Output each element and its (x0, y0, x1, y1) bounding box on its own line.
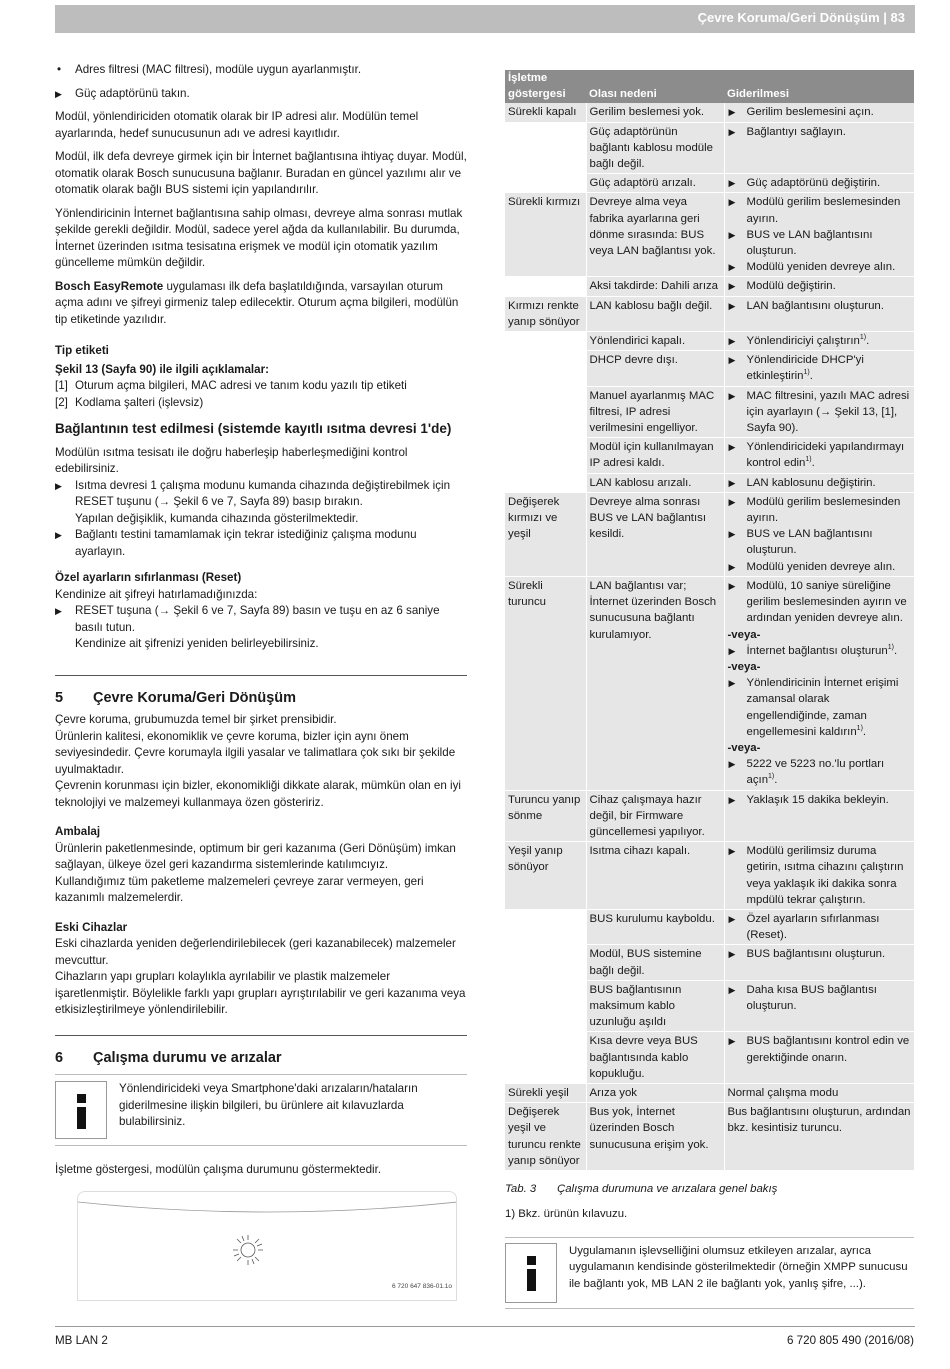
cell-indicator (505, 277, 586, 296)
cell-cause: Güç adaptörünün bağlantı kablosu modüle bağlı değil. (586, 122, 724, 174)
ref-number: [2] (55, 395, 68, 409)
table-header-row (505, 70, 914, 103)
left-column (55, 62, 467, 1301)
subheading: Şekil 13 (Sayfa 90) ile ilgili açıklamalar: (55, 362, 269, 376)
cell-fix (724, 103, 914, 122)
subheading: Ambalaj (55, 825, 101, 838)
fix-step: ▶ Yönlendiricideki yapılandırmayı kontrol edin$^{1)}$. (728, 439, 912, 471)
cell-indicator: Sürekli yeşil (505, 1083, 586, 1102)
cell-fix (724, 909, 914, 944)
cell-indicator (505, 980, 586, 1032)
table-row (505, 842, 914, 910)
cell-cause: LAN bağlantısı var; İnternet üzerinden Bosch sunucusuna bağlantı kurulamıyor. (586, 576, 724, 790)
cell-indicator (505, 945, 586, 980)
app-name: Bosch EasyRemote (55, 279, 164, 293)
fix-text: İnternet bağlantısı oluşturun (746, 644, 888, 657)
step-item: ▶ Isıtma devresi 1 çalışma modunu kumanda cihazında değiştirebilmek için RESET tuşunu (→ Şekil 6 ve 7, Sayfa 89) basıp bırakın. (55, 478, 467, 511)
column-header: Olası nedeni (586, 70, 724, 103)
or-separator: -veya- (727, 628, 761, 641)
step-item: ▶ RESET tuşuna (→ Şekil 6 ve 7, Sayfa 89) basın ve tuşu en az 6 saniye basılı tutun. (55, 603, 467, 636)
cell-cause: Kısa devre veya BUS bağlantısında kablo kopukluğu. (586, 1032, 724, 1084)
paragraph: Modülün ısıtma tesisatı ile doğru haberleşip haberleşmediğini kontrol edebilirsiniz. (55, 445, 408, 475)
table-row (505, 296, 914, 331)
caption-text: Çalışma durumuna ve arızalara genel bakış (557, 1183, 778, 1195)
table-row (505, 277, 914, 296)
step-result: Kendinize ait şifrenizi yeniden belirleyebilirsiniz. (75, 637, 319, 650)
table-row (505, 174, 914, 193)
fix-step: ▶ BUS bağlantısını kontrol edin ve gerektiğinde onarın. (728, 1033, 912, 1065)
status-table (505, 70, 914, 1171)
fix-step: ▶ Modülü gerilim beslemesinden ayırın. (728, 194, 912, 226)
fix-step: ▶ Modülü gerilimsiz duruma getirin, ısıtma cihazını çalıştırın veya yaklaşık iki dakika sonra mpdülü tekrar çalıştırın. (728, 843, 912, 908)
table-row (505, 909, 914, 944)
table-row (505, 945, 914, 980)
paragraph: Modül, yönlendiriciden otomatik olarak bir IP adresi alır. Modülün temel ayarlarında, hedef sunucusunun adı ve adresi kayıtlıdır. (55, 110, 419, 140)
cell-indicator: Sürekli kırmızı (505, 193, 586, 277)
page-title: Çevre Koruma/Geri Dönüşüm | 83 (697, 10, 905, 25)
step-item: ▶ Bağlantı testini tamamlamak için tekrar istediğiniz çalışma modunu ayarlayın. (55, 527, 467, 560)
cell-cause: Modül için kullanılmayan IP adresi kaldı. (586, 438, 724, 473)
cell-cause: BUS kurulumu kayboldu. (586, 909, 724, 944)
section-number: 5 (55, 689, 64, 706)
cell-fix (724, 277, 914, 296)
ref-text: Oturum açma bilgileri, MAC adresi ve tanım kodu yazılı tip etiketi (75, 379, 407, 392)
fix-text: Yönlendiricide DHCP'yi etkinleştirin (746, 354, 864, 383)
or-separator: -veya- (727, 741, 761, 754)
fix-step: ▶ Özel ayarların sıfırlanması (Reset). (728, 911, 912, 943)
cell-indicator: Sürekli kapalı (505, 103, 586, 122)
cell-fix (724, 945, 914, 980)
fix-step: ▶ Bağlantıyı sağlayın. (728, 124, 912, 140)
section-number: 6 (55, 1049, 64, 1066)
step-item: ▶ Güç adaptörünü takın. (55, 86, 467, 103)
cell-cause: Manuel ayarlanmış MAC filtresi, IP adresi verilmesini engelliyor. (586, 386, 724, 438)
reference-line (55, 395, 467, 412)
subheading: Özel ayarların sıfırlanması (Reset) (55, 571, 242, 584)
cell-cause: Devreye alma sonrası BUS ve LAN bağlantısı kesildi. (586, 492, 724, 576)
fix-step: ▶ Güç adaptörünü değiştirin. (728, 175, 912, 191)
fix-step: ▶ Modülü değiştirin. (728, 278, 912, 294)
footer-divider (55, 1326, 915, 1327)
paragraph: Eski cihazlarda yeniden değerlendirilebilecek (geri kazanabilecek) malzemeler mevcuttur. Cihazların yapı grupları kolaylıkla ayrılabilir ve plastik malzemeler işaretlenmiştir. Böylelikle farklı yapı grupları ayrıştırılabilir ve geri kazanıma veya etkisizleştirilmeye yönlendirilebilir. (55, 937, 466, 1016)
fix-step: ▶ BUS ve LAN bağlantısını oluşturun. (728, 526, 912, 558)
table-row (505, 980, 914, 1032)
fix-step: ▶ İnternet bağlantısı oluşturun$^{1)}$. (728, 643, 912, 659)
cell-cause: Devreye alma veya fabrika ayarlarına geri dönme sırasında: BUS veya LAN bağlantısı yok. (586, 193, 724, 277)
cell-cause: Cihaz çalışmaya hazır değil, bir Firmware güncellemesi yapılıyor. (586, 790, 724, 842)
paragraph: Modül, ilk defa devreye girmek için bir İnternet bağlantısına ihtiyaç duyar. Modül, otomatik olarak Bosch sunucusuna bağlanır. Buradan en güncel yazılımı alır ve otomatik olarak bağlı BUS sistemi için yapılandırılır. (55, 150, 467, 196)
cell-fix (724, 1032, 914, 1084)
cell-indicator: Kırmızı renkte yanıp sönüyor (505, 296, 586, 331)
cell-cause: Bus yok, İnternet üzerinden Bosch sunucusuna erişim yok. (586, 1103, 724, 1171)
cell-fix (724, 386, 914, 438)
paragraph-text: uygulaması ilk defa başlatıldığında, varsayılan oturum açma adını ve şifreyi girmeniz talep edilecektir. Oturum açma bilgileri, modülün tip etiketinde yazılıdır. (55, 279, 459, 326)
table-row (505, 332, 914, 351)
fix-text: 5222 ve 5223 no.'lu portları açın (746, 758, 885, 787)
cell-fix: Normal çalışma modu (724, 1083, 914, 1102)
info-text: Uygulamanın işlevselliğini olumsuz etkileyen arızalar, ayrıca uygulamanın kendisinde gösterilmektedir (örneğin XMPP sunucusu ile bağlantı yok, MB LAN 2 ile bağlantı yok, yanlış şifre, ...). (569, 1245, 908, 1290)
cell-indicator (505, 909, 586, 944)
footnote-mark: 1) (803, 369, 810, 377)
reference-line (55, 378, 467, 395)
cell-indicator (505, 386, 586, 438)
cell-cause: LAN kablosu bağlı değil. (586, 296, 724, 331)
cell-indicator (505, 174, 586, 193)
cell-cause: BUS bağlantısının maksimum kablo uzunluğu aşıldı (586, 980, 724, 1032)
cell-indicator (505, 351, 586, 386)
cell-cause: Modül, BUS sistemine bağlı değil. (586, 945, 724, 980)
fix-text: Yönlendiricideki yapılandırmayı kontrol edin (746, 441, 905, 470)
section-5-heading (55, 690, 467, 707)
cell-fix: Bus bağlantısını oluşturun, ardından bkz. kesintisiz turuncu. (724, 1103, 914, 1171)
module-outline (78, 1202, 457, 1212)
cell-fix (724, 473, 914, 492)
cell-fix (724, 492, 914, 576)
section-title: Çevre Koruma/Geri Dönüşüm (93, 689, 297, 706)
footer-docnumber: 6 720 805 490 (2016/08) (787, 1334, 914, 1347)
footer-product: MB LAN 2 (55, 1334, 108, 1347)
fix-step: ▶ Yönlendiricide DHCP'yi etkinleştirin$^{1)}$. (728, 352, 912, 384)
footnote-mark: 1) (859, 334, 867, 342)
or-separator: -veya- (727, 660, 761, 673)
fix-step: ▶ LAN kablosunu değiştirin. (728, 475, 912, 491)
cell-cause: Arıza yok (586, 1083, 724, 1102)
cell-cause: Isıtma cihazı kapalı. (586, 842, 724, 910)
led-light-icon (233, 1235, 263, 1265)
cell-fix (724, 193, 914, 277)
table-row (505, 492, 914, 576)
info-box (505, 1237, 914, 1309)
section-divider (55, 675, 467, 676)
fix-step: ▶ BUS ve LAN bağlantısını oluşturun. (728, 227, 912, 259)
fix-step: ▶ MAC filtresini, yazılı MAC adresi için ayarlayın (→ Şekil 13, [1], Sayfa 90). (728, 388, 912, 437)
fix-step: ▶ Yönlendiriciyi çalıştırın$^{1)}$. (728, 333, 912, 349)
cell-indicator (505, 1032, 586, 1084)
paragraph: Çevre koruma, grubumuzda temel bir şirket prensibidir. Ürünlerin kalitesi, ekonomiklik ve çevre koruma, bizler için aynı önem seviyesindedir. Çevre korumayla ilgili yasalar ve talimatlara çok sıkı bir şekilde uyulmaktadır. Çevrenin korunması için bizler, ekonomikliği dikkate alarak, mümkün olan en iyi teknolojiyi ve malzemeyi kullanmaya özen gösteririz. (55, 713, 461, 809)
cell-cause: Güç adaptörü arızalı. (586, 174, 724, 193)
cell-fix (724, 576, 914, 790)
cell-fix (724, 332, 914, 351)
cell-fix (724, 174, 914, 193)
cell-cause: Yönlendirici kapalı. (586, 332, 724, 351)
fix-step: ▶ Yaklaşık 15 dakika bekleyin. (728, 792, 912, 808)
paragraph (55, 279, 467, 329)
section-divider (55, 1035, 467, 1036)
table-row (505, 1103, 914, 1171)
fix-step: ▶ Yönlendiricinin İnternet erişimi zamansal olarak engellendiğinde, zaman engellemesini kaldırın$^{1)}$. (728, 675, 912, 740)
cell-indicator: Turuncu yanıp sönme (505, 790, 586, 842)
footnote-mark: 1) (856, 724, 863, 732)
table-row (505, 438, 914, 473)
subheading: Tip etiketi (55, 344, 109, 357)
table-row (505, 193, 914, 277)
paragraph: Yönlendiricinin İnternet bağlantısına sahip olması, devreye alma sonrası mutlak şekilde gerekli değildir. Modül, sadece yerel ağda da kullanılabilir. Bu durumda, İnternet üzerinden ısıtma tesisatına erişmek ve modül için otomatik yazılım güncelleme mümkün değildir. (55, 206, 463, 269)
fix-step: ▶ BUS bağlantısını oluşturun. (728, 946, 912, 962)
cell-fix (724, 351, 914, 386)
cell-indicator (505, 332, 586, 351)
column-header: İşletme göstergesi (505, 70, 586, 103)
section-heading: Bağlantının test edilmesi (sistemde kayıtlı ısıtma devresi 1'de) (55, 421, 452, 436)
fix-text: Yönlendiricinin İnternet erişimi zamansal olarak engellendiğinde, zaman engellemesini kaldırın (746, 677, 899, 738)
table-row (505, 473, 914, 492)
fix-step: ▶ 5222 ve 5223 no.'lu portları açın$^{1)}$. (728, 756, 912, 788)
header-bar (55, 5, 915, 33)
fix-step: ▶ Modülü, 10 saniye süreliğine gerilim beslemesinden ayırın ve ardından yeniden devreye alın. (728, 578, 912, 627)
table-row (505, 351, 914, 386)
cell-indicator: Sürekli turuncu (505, 576, 586, 790)
fix-step: ▶ Gerilim beslemesini açın. (728, 104, 912, 120)
cell-cause: Aksi takdirde: Dahili arıza (586, 277, 724, 296)
ref-text: Kodlama şalteri (işlevsiz) (75, 395, 204, 409)
footnote-mark: 1) (768, 773, 775, 781)
column-header: Giderilmesi (724, 70, 914, 103)
fix-step: ▶ Modülü yeniden devreye alın. (728, 559, 912, 575)
ref-number: [1] (55, 379, 68, 392)
subheading: Eski Cihazlar (55, 920, 128, 934)
table-row (505, 1032, 914, 1084)
module-led-figure (77, 1191, 457, 1301)
fix-step: ▶ Modülü gerilim beslemesinden ayırın. (728, 494, 912, 526)
cell-indicator (505, 438, 586, 473)
paragraph: Ürünlerin paketlenmesinde, optimum bir geri kazanıma (Geri Dönüşüm) imkan sağlayan, ülkeye özel geri kazandırma sistemlerinde katılımcıyız. Kullandığımız tüm paketleme malzemeleri çevreye zarar vermeyen, geri kazanımlı malzemelerdir. (55, 841, 456, 904)
table-row (505, 1083, 914, 1102)
step-result: Yapılan değişiklik, kumanda cihazında gösterilmektedir. (75, 511, 359, 525)
info-icon (505, 1243, 557, 1303)
footnote-mark: 1) (805, 456, 812, 464)
caption-label: Tab. 3 (505, 1183, 537, 1195)
paragraph: Kendinize ait şifreyi hatırlamadığınızda: (55, 587, 258, 601)
footnote-mark: 1) (887, 643, 894, 651)
footnote: 1) Bkz. ürünün kılavuzu. (505, 1207, 628, 1220)
info-icon (55, 1081, 107, 1139)
info-box (55, 1074, 467, 1146)
table-row (505, 103, 914, 122)
info-text: Yönlendiricideki veya Smartphone'daki arızaların/hataların giderilmesine ilişkin bilgileri, bu ürünlere ait kılavuzlarda bulabilirsiniz. (119, 1082, 418, 1128)
cell-fix (724, 438, 914, 473)
bullet-item: • Adres filtresi (MAC filtresi), modüle uygun ayarlanmıştır. (55, 62, 467, 79)
section-title: Çalışma durumu ve arızalar (93, 1049, 282, 1066)
cell-indicator: Yeşil yanıp sönüyor (505, 842, 586, 910)
fix-text: Yönlendiriciyi çalıştırın (746, 335, 860, 348)
cell-indicator (505, 473, 586, 492)
cell-cause: DHCP devre dışı. (586, 351, 724, 386)
table-row (505, 576, 914, 790)
figure-code: 6 720 647 836-01.1o (392, 1283, 452, 1290)
right-column (505, 70, 914, 1222)
table-row (505, 790, 914, 842)
cell-cause: LAN kablosu arızalı. (586, 473, 724, 492)
paragraph: İşletme göstergesi, modülün çalışma durumunu göstermektedir. (55, 1163, 382, 1176)
fix-step: ▶ Modülü yeniden devreye alın. (728, 259, 912, 275)
table-caption (505, 1181, 914, 1198)
fix-step: ▶ Daha kısa BUS bağlantısı oluşturun. (728, 982, 912, 1014)
fix-step: ▶ LAN bağlantısını oluşturun. (728, 298, 912, 314)
cell-fix (724, 980, 914, 1032)
table-row (505, 122, 914, 174)
table-row (505, 386, 914, 438)
cell-fix (724, 296, 914, 331)
cell-indicator: Değişerek yeşil ve turuncu renkte yanıp sönüyor (505, 1103, 586, 1171)
cell-cause: Gerilim beslemesi yok. (586, 103, 724, 122)
cell-fix (724, 790, 914, 842)
section-6-heading (55, 1050, 467, 1067)
cell-indicator: Değişerek kırmızı ve yeşil (505, 492, 586, 576)
cell-indicator (505, 122, 586, 174)
cell-fix (724, 122, 914, 174)
cell-fix (724, 842, 914, 910)
